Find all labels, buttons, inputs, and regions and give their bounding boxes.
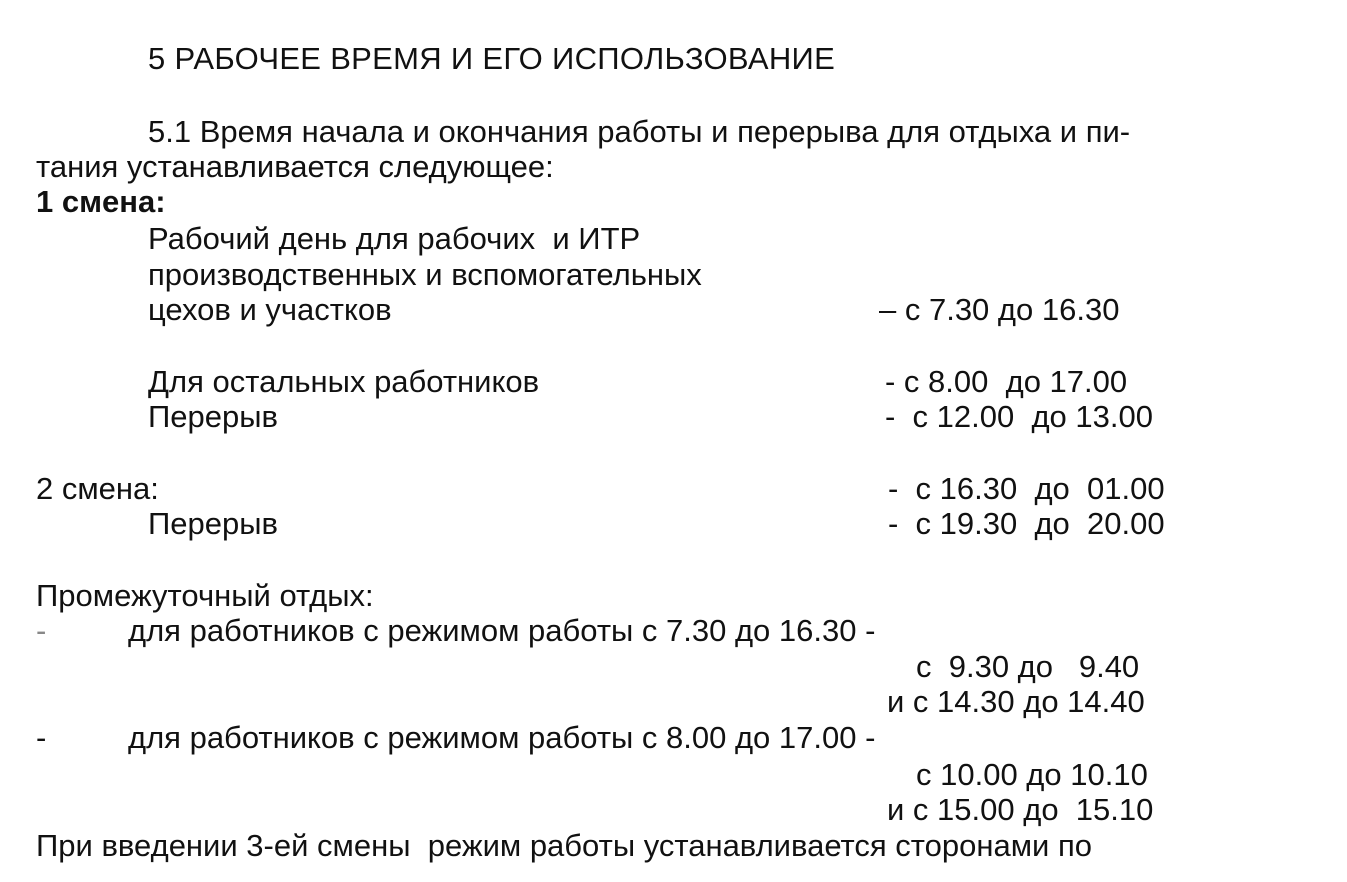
shift1-workers-line-1: Рабочий день для рабочих и ИТР bbox=[148, 221, 641, 256]
intermediate-heading: Промежуточный отдых: bbox=[36, 578, 374, 613]
shift1-break-time: - с 12.00 до 13.00 bbox=[885, 399, 1153, 434]
shift2-heading: 2 смена: bbox=[36, 471, 159, 506]
shift1-break-label: Перерыв bbox=[148, 399, 278, 434]
intermediate-item2-dash: - bbox=[36, 720, 47, 755]
footer-text: При введении 3-ей смены режим работы устанавливается сторонами по bbox=[36, 828, 1092, 863]
shift2-time: - с 16.30 до 01.00 bbox=[888, 471, 1165, 506]
shift2-break-time: - с 19.30 до 20.00 bbox=[888, 506, 1165, 541]
intro-line-1: 5.1 Время начала и окончания работы и перерыва для отдыха и пи- bbox=[148, 114, 1131, 149]
shift1-workers-line-3: цехов и участков bbox=[148, 292, 392, 327]
intermediate-item1-time1: с 9.30 до 9.40 bbox=[916, 649, 1140, 684]
shift1-workers-time: – с 7.30 до 16.30 bbox=[879, 292, 1120, 327]
shift2-break-label: Перерыв bbox=[148, 506, 278, 541]
shift1-others-label: Для остальных работников bbox=[148, 364, 540, 399]
intermediate-item2-time2: и с 15.00 до 15.10 bbox=[887, 792, 1154, 827]
shift1-others-time: - с 8.00 до 17.00 bbox=[885, 364, 1128, 399]
intermediate-item1-time2: и с 14.30 до 14.40 bbox=[887, 684, 1145, 719]
shift1-workers-line-2: производственных и вспомогательных bbox=[148, 257, 702, 292]
shift1-heading: 1 смена: bbox=[36, 184, 166, 219]
intermediate-item1-dash: - bbox=[36, 613, 47, 648]
intermediate-item2-text: для работников с режимом работы с 8.00 до 17.00 - bbox=[128, 720, 876, 755]
intro-line-2: тания устанавливается следующее: bbox=[36, 149, 554, 184]
intermediate-item1-text: для работников с режимом работы с 7.30 до 16.30 - bbox=[128, 613, 876, 648]
intermediate-item2-time1: с 10.00 до 10.10 bbox=[916, 757, 1148, 792]
section-title: 5 РАБОЧЕЕ ВРЕМЯ И ЕГО ИСПОЛЬЗОВАНИЕ bbox=[148, 41, 836, 76]
